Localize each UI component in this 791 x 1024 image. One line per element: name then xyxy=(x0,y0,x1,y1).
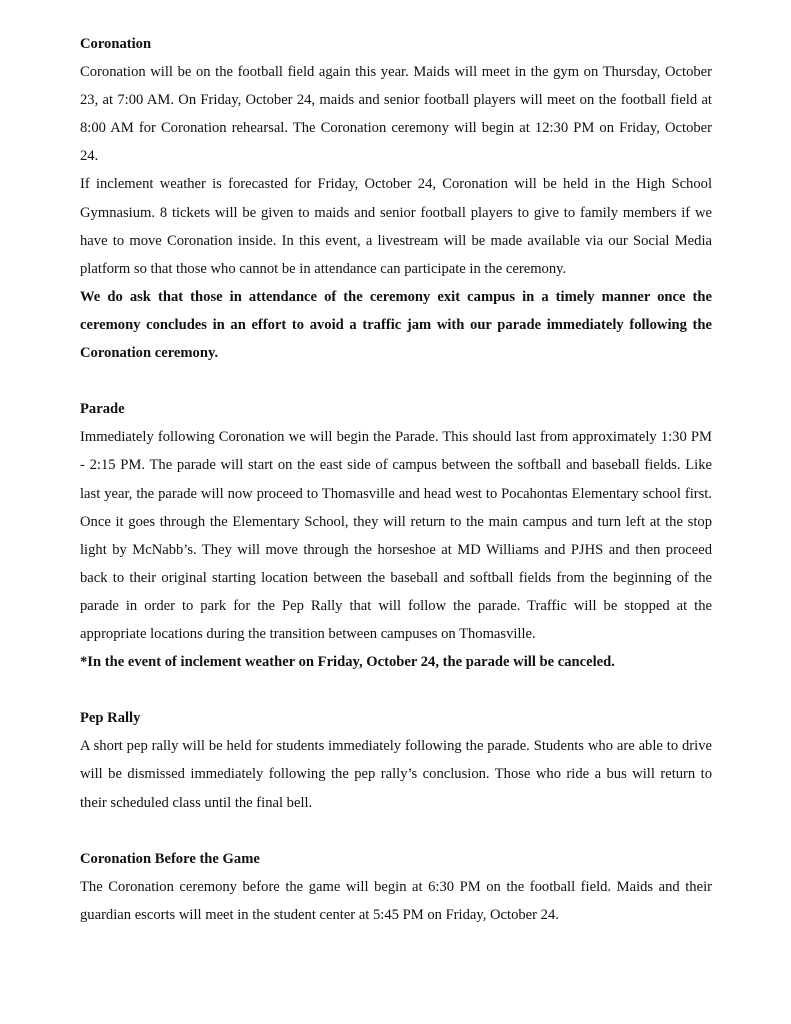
section-heading: Coronation Before the Game xyxy=(80,850,260,867)
paragraph: A short pep rally will be held for students immediately following the parade. Students who are able to drive will be dismissed immediately following the pep rally’s conclusion. Those who ride a bus will return to their scheduled class until the final bell. xyxy=(80,738,712,811)
bold-notice: *In the event of inclement weather on Friday, October 24, the parade will be canceled. xyxy=(80,654,615,671)
document-page xyxy=(80,30,712,929)
section-heading: Coronation xyxy=(80,36,152,52)
paragraph: The Coronation ceremony before the game will begin at 6:30 PM on the football field. Maids and their guardian escorts will meet in the student center at 5:45 PM on Friday, October 24. xyxy=(80,878,712,923)
section-spacer xyxy=(80,676,712,704)
bold-notice: We do ask that those in attendance of the ceremony exit campus in a timely manner once the ceremony concludes in an effort to avoid a traffic jam with our parade immediately following the Coronation ceremony. xyxy=(80,288,712,362)
section-spacer xyxy=(80,817,712,845)
paragraph: If inclement weather is forecasted for Friday, October 24, Coronation will be held in the High School Gymnasium. 8 tickets will be given to maids and senior football players to give to family members if we have to move Coronation inside. In this event, a livestream will be made available via our Social Media platform so that those who cannot be in attendance can participate in the ceremony. xyxy=(80,176,712,277)
section-coronation xyxy=(80,30,712,367)
paragraph: Immediately following Coronation we will begin the Parade. This should last from approximately 1:30 PM - 2:15 PM. The parade will start on the east side of campus between the softball and baseball fields. Like last year, the parade will now proceed to Thomasville and head west to Pocahontas Elementary school first. Once it goes through the Elementary School, they will return to the main campus and turn left at the stop light by McNabb’s. They will move through the horseshoe at MD Williams and PJHS and then proceed back to their original starting location between the baseball and softball fields from the beginning of the parade in order to park for the Pep Rally that will follow the parade. Traffic will be stopped at the appropriate locations during the transition between campuses on Thomasville. xyxy=(80,429,712,642)
section-parade xyxy=(80,395,712,676)
section-heading: Pep Rally xyxy=(80,710,141,727)
section-pep-rally xyxy=(80,704,712,816)
paragraph: Coronation will be on the football field again this year. Maids will meet in the gym on Thursday, October 23, at 7:00 AM. On Friday, October 24, maids and senior football players will meet on the football field at 8:00 AM for Coronation rehearsal. The Coronation ceremony will begin at 12:30 PM on Friday, October 24. xyxy=(80,64,712,165)
section-heading: Parade xyxy=(80,401,125,418)
section-spacer xyxy=(80,367,712,395)
section-coronation-before-game xyxy=(80,845,712,929)
